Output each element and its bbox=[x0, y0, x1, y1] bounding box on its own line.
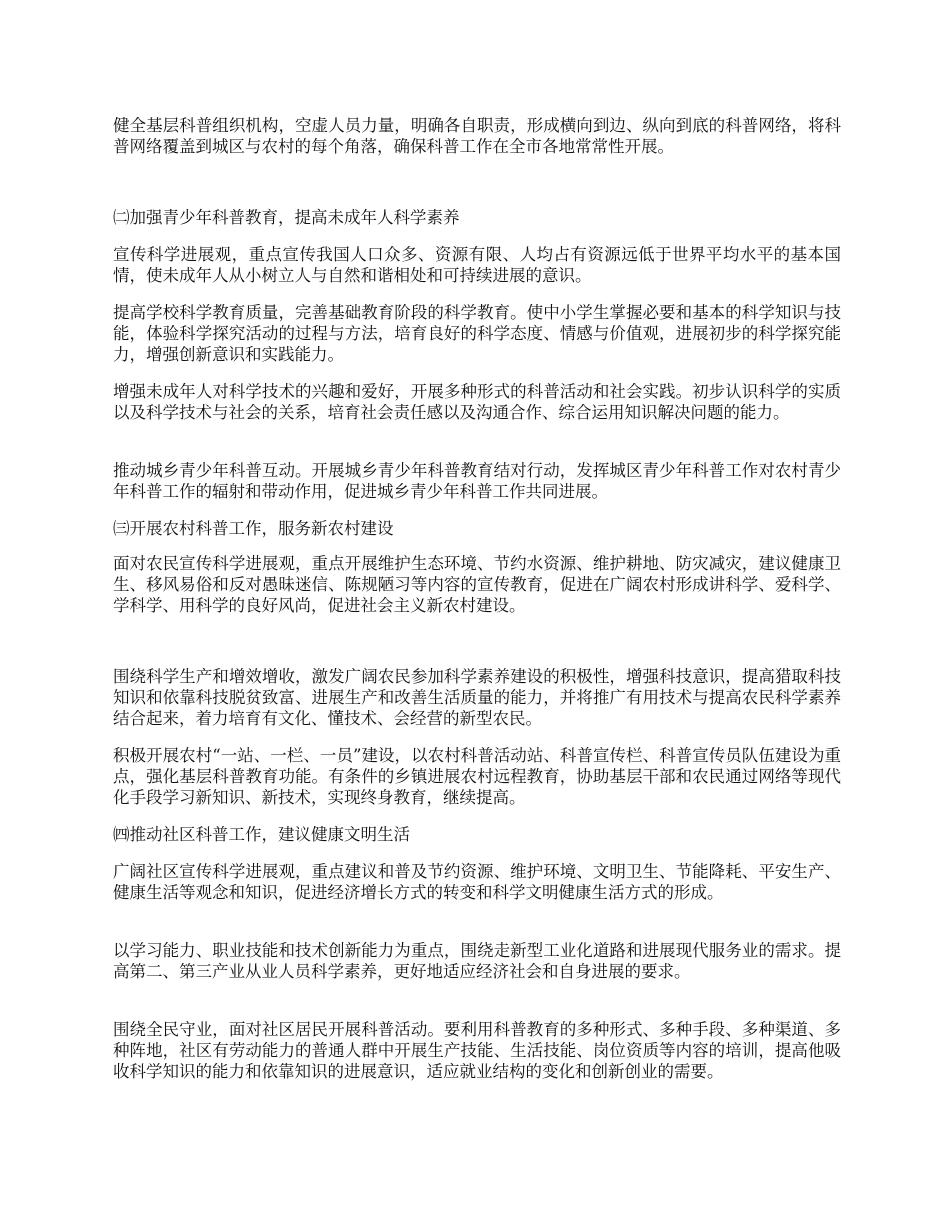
section-heading-community: ㈣推动社区科普工作，建议健康文明生活 bbox=[113, 825, 410, 844]
section-heading-rural: ㈢开展农村科普工作，服务新农村建设 bbox=[113, 519, 394, 538]
paragraph-youth-1: 宣传科学进展观，重点宣传我国人口众多、资源有限、人均占有资源远低于世界平均水平的基本国情，使未成年人从小树立人与自然和谐相处和可持续进展的意识。 bbox=[113, 245, 841, 285]
paragraph-rural-1: 面对农民宣传科学进展观，重点开展维护生态环境、节约水资源、维护耕地、防灾减灾，建议健康卫生、移风易俗和反对愚昧迷信、陈规陋习等内容的宣传教育，促进在广阔农村形成讲科学、爱科学、学科学、用科学的良好风尚，促进社会主义新农村建设。 bbox=[113, 554, 841, 615]
paragraph-rural-3: 积极开展农村“一站、一栏、一员”建设，以农村科普活动站、科普宣传栏、科普宣传员队伍建设为重点，强化基层科普教育功能。有条件的乡镇进展农村远程教育，协助基层干部和农民通过网络等现代化手段学习新知识、新技术，实现终身教育，继续提高。 bbox=[113, 746, 841, 807]
paragraph-youth-4: 推动城乡青少年科普互动。开展城乡青少年科普教育结对行动，发挥城区青少年科普工作对农村青少年科普工作的辐射和带动作用，促进城乡青少年科普工作共同进展。 bbox=[113, 461, 841, 501]
paragraph-community-3: 围绕全民守业，面对社区居民开展科普活动。要利用科普教育的多种形式、多种手段、多种渠道、多种阵地，社区有劳动能力的普通人群中开展生产技能、生活技能、岗位资质等内容的培训，提高他吸收科学知识的能力和依靠知识的进展意识，适应就业结构的变化和创新创业的需要。 bbox=[113, 1020, 841, 1081]
paragraph-community-2: 以学习能力、职业技能和技术创新能力为重点，围绕走新型工业化道路和进展现代服务业的需求。提高第二、第三产业从业人员科学素养，更好地适应经济社会和自身进展的要求。 bbox=[113, 941, 841, 981]
section-heading-youth: ㈡加强青少年科普教育，提高未成年人科学素养 bbox=[113, 208, 460, 227]
paragraph-science-network: 健全基层科普组织机构，空虚人员力量，明确各自职责，形成横向到边、纵向到底的科普网络，将科普网络覆盖到城区与农村的每个角落，确保科普工作在全市各地常常性开展。 bbox=[113, 116, 841, 156]
paragraph-community-1: 广阔社区宣传科学进展观，重点建议和普及节约资源、维护环境、文明卫生、节能降耗、平安生产、健康生活等观念和知识，促进经济增长方式的转变和科学文明健康生活方式的形成。 bbox=[113, 862, 841, 902]
paragraph-youth-2: 提高学校科学教育质量，完善基础教育阶段的科学教育。使中小学生掌握必要和基本的科学知识与技能，体验科学探究活动的过程与方法，培育良好的科学态度、情感与价值观，进展初步的科学探究能力，增强创新意识和实践能力。 bbox=[113, 303, 841, 364]
paragraph-rural-2: 围绕科学生产和增效增收，激发广阔农民参加科学素养建设的积极性，增强科技意识，提高猎取科技知识和依靠科技脱贫致富、进展生产和改善生活质量的能力，并将推广有用技术与提高农民科学素养结合起来，着力培育有文化、懂技术、会经营的新型农民。 bbox=[113, 667, 841, 728]
paragraph-youth-3: 增强未成年人对科学技术的兴趣和爱好，开展多种形式的科普活动和社会实践。初步认识科学的实质以及科学技术与社会的关系，培育社会责任感以及沟通合作、综合运用知识解决问题的能力。 bbox=[113, 382, 841, 422]
